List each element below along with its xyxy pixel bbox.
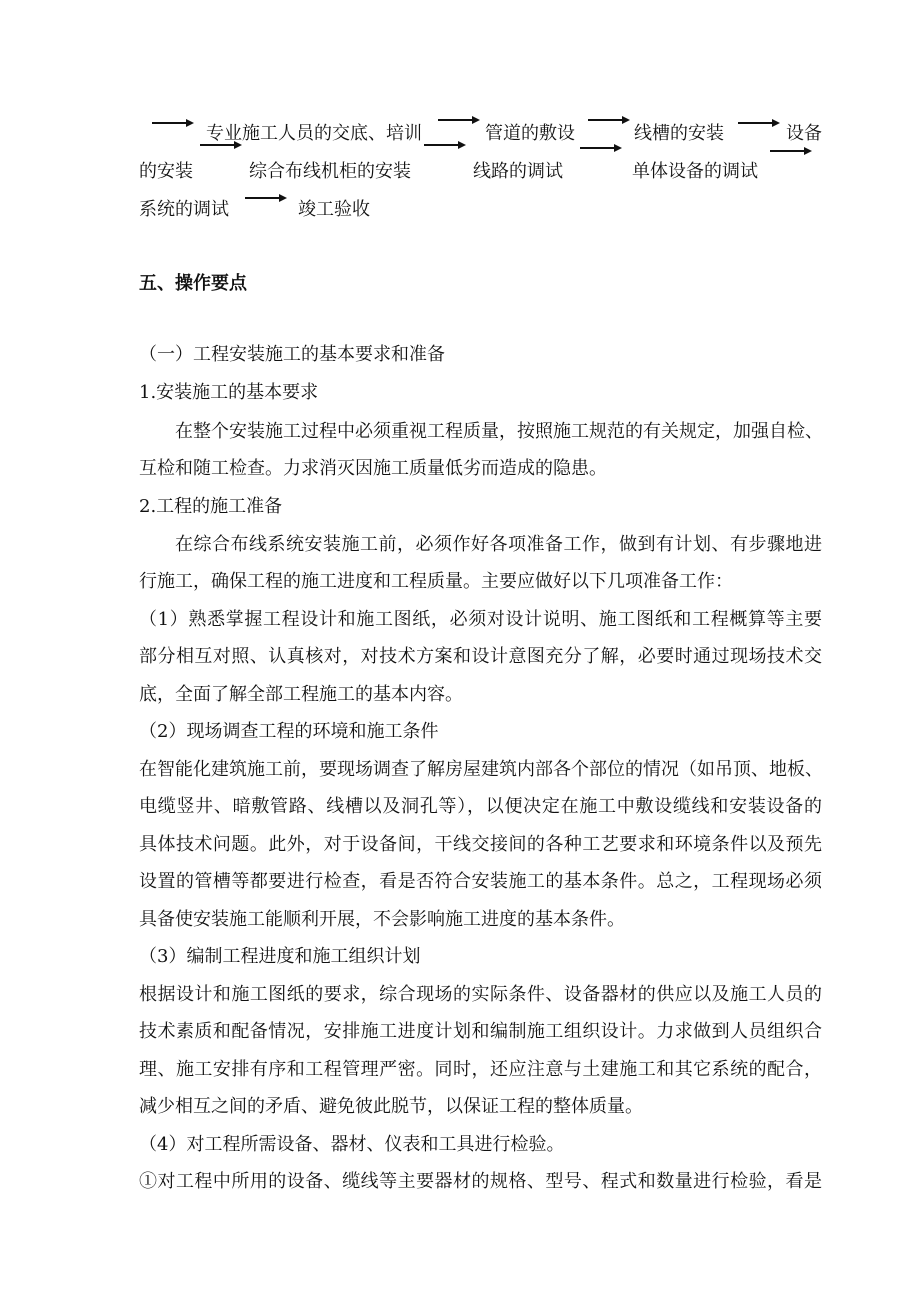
paragraph-line: （1）熟悉掌握工程设计和施工图纸，必须对设计说明、施工图纸和工程概算等主要 [139, 609, 822, 630]
item-title: （4）对工程所需设备、器材、仪表和工具进行检验。 [139, 1134, 565, 1155]
subsection-title: （一）工程安装施工的基本要求和准备 [139, 344, 445, 365]
paragraph-line: 互检和随工检查。力求消灭因施工质量低劣而造成的隐患。 [139, 458, 607, 479]
flow-step-equipment-a: 设备 [786, 123, 822, 144]
section-heading: 五、操作要点 [139, 273, 247, 294]
paragraph-line: 设置的管槽等都要进行检查，看是否符合安装施工的基本条件。总之，工程现场必须 [139, 871, 822, 892]
paragraph-line: 在综合布线系统安装施工前，必须作好各项准备工作，做到有计划、有步骤地进 [175, 534, 822, 555]
arrow-right-icon [438, 115, 480, 125]
arrow-right-icon [200, 140, 242, 150]
item-title: 1.安装施工的基本要求 [139, 382, 319, 403]
flow-step-unit-test: 单体设备的调试 [632, 161, 758, 182]
paragraph-line: 根据设计和施工图纸的要求，综合现场的实际条件、设备器材的供应以及施工人员的 [139, 984, 822, 1005]
paragraph-line: 部分相互对照、认真核对，对技术方案和设计意图充分了解，必要时通过现场技术交 [139, 646, 822, 667]
arrow-right-icon [580, 143, 622, 153]
paragraph-line: 具体技术问题。此外，对于设备间，干线交接间的各种工艺要求和环境条件以及预先 [139, 834, 822, 855]
flow-step-line-test: 线路的调试 [473, 161, 563, 182]
paragraph-line: 在智能化建筑施工前，要现场调查了解房屋建筑内部各个部位的情况（如吊顶、地板、 [139, 759, 823, 780]
flow-step-equipment-b: 的安装 [139, 161, 193, 182]
arrow-right-icon [152, 118, 194, 128]
arrow-right-icon [588, 115, 630, 125]
arrow-right-icon [738, 118, 780, 128]
flow-step-trunking: 线槽的安装 [634, 123, 724, 144]
flow-step-system-test: 系统的调试 [139, 199, 229, 220]
paragraph-line: 行施工，确保工程的施工进度和工程质量。主要应做好以下几项准备工作： [139, 571, 733, 592]
arrow-right-icon [770, 146, 812, 156]
arrow-right-icon [424, 140, 466, 150]
paragraph-line: 电缆竖井、暗敷管路、线槽以及洞孔等），以便决定在施工中敷设缆线和安装设备的 [139, 796, 822, 817]
arrow-right-icon [245, 193, 287, 203]
item-title: （2）现场调查工程的环境和施工条件 [139, 721, 439, 742]
paragraph-line: ①对工程中所用的设备、缆线等主要器材的规格、型号、程式和数量进行检验，看是 [139, 1171, 822, 1192]
paragraph-line: 底，全面了解全部工程施工的基本内容。 [139, 684, 463, 705]
paragraph-line: 技术素质和配备情况，安排施工进度计划和编制施工组织设计。力求做到人员组织合 [139, 1021, 822, 1042]
item-title: 2.工程的施工准备 [139, 496, 283, 517]
paragraph-line: 减少相互之间的矛盾、避免彼此脱节，以保证工程的整体质量。 [139, 1096, 643, 1117]
item-title: （3）编制工程进度和施工组织计划 [139, 946, 421, 967]
flow-step-acceptance: 竣工验收 [298, 199, 370, 220]
flow-step-training: 专业施工人员的交底、培训 [206, 123, 422, 144]
paragraph-line: 在整个安装施工过程中必须重视工程质量，按照施工规范的有关规定，加强自检、 [175, 421, 823, 442]
paragraph-line: 理、施工安排有序和工程管理严密。同时，还应注意与土建施工和其它系统的配合， [139, 1059, 822, 1080]
flow-step-pipe-laying: 管道的敷设 [485, 123, 575, 144]
paragraph-line: 具备使安装施工能顺利开展，不会影响施工进度的基本条件。 [139, 909, 625, 930]
flow-step-cabinet: 综合布线机柜的安装 [249, 161, 411, 182]
